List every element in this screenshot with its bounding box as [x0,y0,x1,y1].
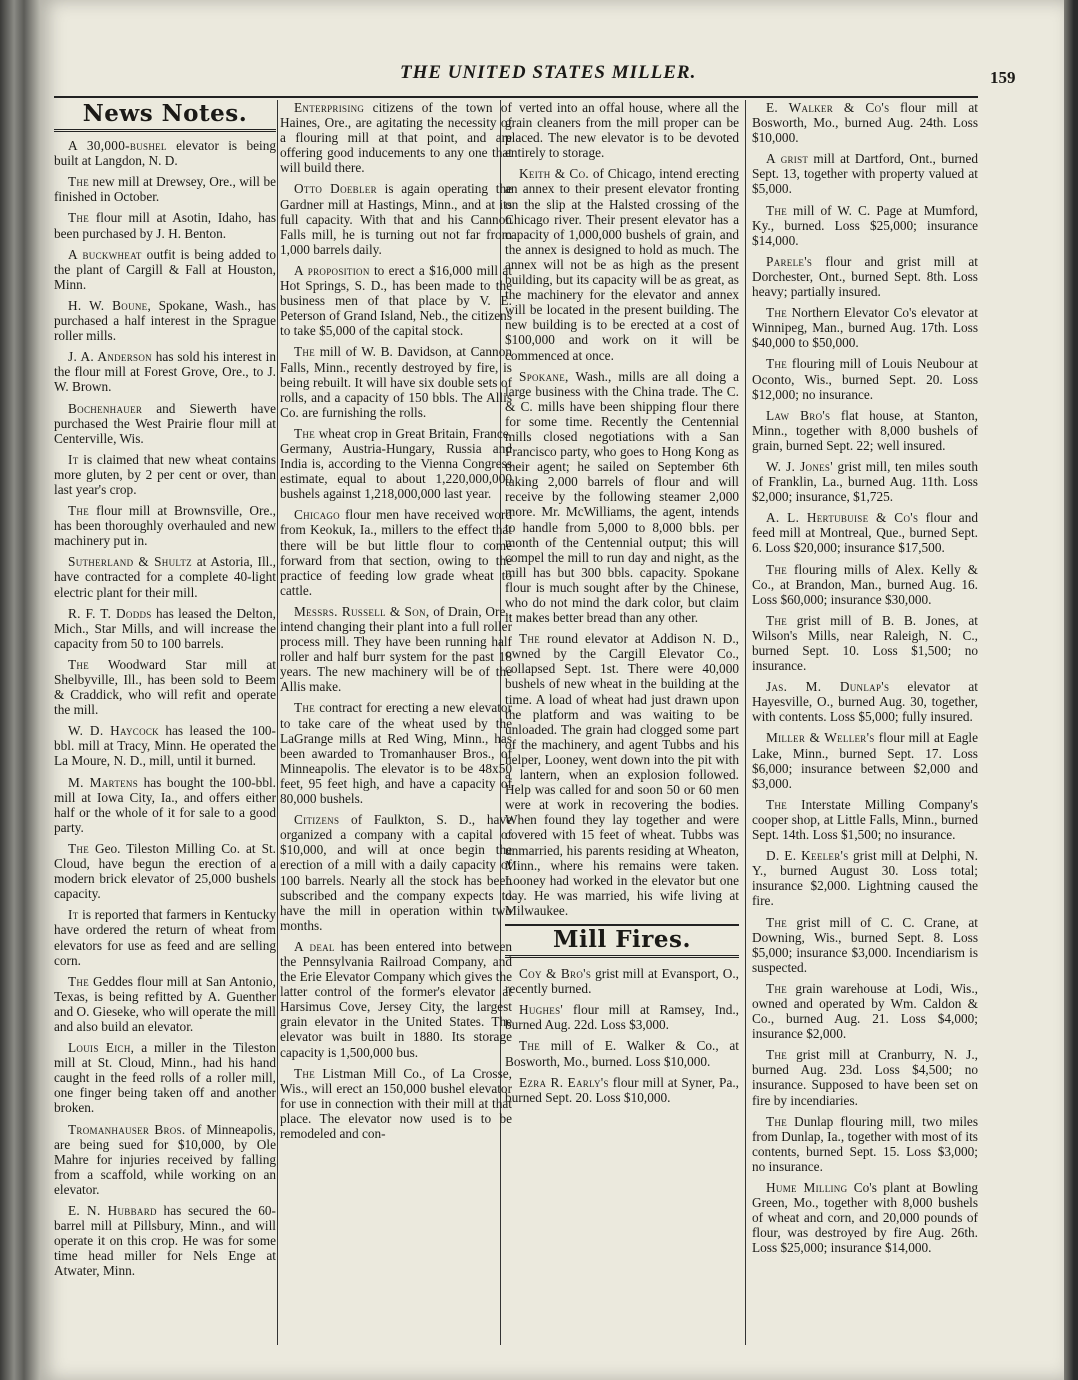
fire-item-lead: The [766,980,788,996]
fire-item [752,679,978,724]
fire-item [505,1002,739,1032]
news-item [54,138,276,168]
news-item-lead: E. N. Hubbard [68,1203,157,1218]
fire-item [752,408,978,453]
news-item [280,939,512,1060]
news-notes-list [54,138,276,1278]
news-item-text: a miller in the Tileston mill at St. Cloud, Minn., had his hand caught in the feed rolls of a roller mill, one finger being taken off and another broken. [54,1040,276,1116]
news-item-lead: R. F. T. Dodds [68,605,152,621]
fire-item-lead: Coy & Bro's [519,966,592,982]
news-item-text: of Faulkton, S. D., have organized a company with a capital of $10,000, and will at once begin the erection of a mill with a daily capacity of 100 barrels. Nearly all the stock has been subscribed and the company expects to have the mill in operation within two months. [280,812,512,933]
fire-item [752,613,978,673]
news-item-lead: A 30,000-bushel [68,138,167,154]
news-item-text: new mill at Drewsey, Ore., will be finished in October. [54,174,276,205]
fire-item [752,356,978,401]
fire-item-lead: D. E. Keeler's [766,848,849,864]
news-item-lead: Bochenhauer [68,400,143,416]
news-item [505,369,739,626]
fire-item-lead: Hume Milling [766,1180,848,1195]
news-item-text: of Chicago, intend erecting an annex to their present elevator fronting on the slip at the Halsted crossing of the Chicago river. Their present elevator has a capacity of 1,000,000 bushels of grain, and the annex is designed to hold as much. The annex will not be as high as the present building, but its capacity will be as great, as the machinery for the elevator and annex will be located in the present building. The new building is to be erected at a cost of $100,000 and work on it will be commenced at once. [505,166,739,363]
fire-item-lead: The [766,202,788,218]
news-item [54,1040,276,1115]
fire-item-lead: Parele's [766,253,813,269]
fire-item-text: flour mill at Bosworth, Mo., burned Aug. 24th. Loss $10,000. [752,100,978,146]
fire-item-text: flat house, at Stanton, Minn., together with 8,000 bushels of grain, burned Sept. 22; well insured. [752,407,978,453]
news-item-text: Wash., mills are all doing a large business with the China trade. The C. & C. mills have been shipping flour there for some time. Recently the Centennial mills closed negotiations with a San Francisco party, who goes to Hong Kong as their agent; he sailed on September 6th taking 2,000 barrels of flour and will receive by the following steamer 2,000 more. Mr. McWilliams, the agent, intends to handle from 5,000 to 8,000 bbls. per month of the Centennial output; this will compel the mill to run day and night, as the mill has but 300 bbls. capacity. Spokane flour is much sought after by the Chinese, who do not mind the dark color, but claim it makes better bread than any other. [505,368,739,626]
column-rule-3 [745,100,746,1345]
news-item-lead: Keith & Co. [519,166,590,182]
news-item [54,1122,276,1197]
column-three-list [505,100,739,918]
fire-item-lead: The [766,305,788,321]
fire-item-lead: The [766,1113,788,1129]
news-item-lead: Sutherland & Shultz [68,554,192,570]
news-item [280,344,512,419]
fire-item-text: Interstate Milling Company's cooper shop, at Little Falls, Minn., burned Sept. 14th. Loss $1,500; no insurance. [752,796,978,843]
news-item-text: of Minneapolis, are being sued for $10,000, by Ole Mahre for injuries received by falling from a scaffold, while working on an elevator. [54,1121,276,1197]
fire-item-text: mill of W. C. Page at Mumford, Ky., burned. Loss $25,000; insurance $14,000. [752,202,978,248]
fire-item-lead: Ezra R. Early's [519,1074,609,1090]
fire-item-lead: The [766,612,788,628]
fire-item-text: Northern Elevator Co's elevator at Winnipeg, Man., burned Aug. 17th. Loss $40,000 to $50,000. [752,305,978,351]
news-item [280,426,512,501]
news-item-text: contract for erecting a new elevator to take care of the wheat used by the LaGrange mills at Red Wing, Minn., has been awarded to Tromanhauser Bros., of Minneapolis. The elevator is to be 48x50 feet, 95 feet high, and have a capacity of 80,000 bushels. [280,700,512,807]
news-item-lead: Enterprising [294,100,365,115]
header-rule [54,96,978,98]
fire-item-text: flour mill at Syner, Pa., burned Sept. 20. Loss $10,000. [505,1074,739,1105]
news-item-lead: Tromanhauser Bros. [68,1121,186,1137]
fire-item [752,915,978,975]
fire-item-text: flour and grist mill at Dorchester, Ont., burned Sept. 8th. Loss heavy; partially insured. [752,253,978,300]
mill-fires-heading: Mill Fires. [553,925,691,953]
news-item-text: is reported that farmers in Kentucky have ordered the return of wheat from elevators for use as feed and are selling corn. [54,907,276,968]
fire-item-lead: Jas. M. Dunlap's [766,679,890,695]
news-item-text: has sold his interest in the flour mill at Forest Grove, Ore., to J. W. Brown. [54,349,276,395]
news-item-text: wheat crop in Great Britain, France, Germany, Austria-Hungary, Russia and India is, according to the Vienna Congress estimate, equal to about 1,220,000,000 bushels against 1,218,000,000 last year. [280,425,512,502]
column-rule-1 [277,100,278,1345]
news-item [54,657,276,717]
news-item-text: verted into an offal house, where all the grain cleaners from the mill proper can be placed. The new elevator is to be devoted entirely to storage. [505,100,739,161]
news-item [280,507,512,598]
fire-item [752,848,978,908]
news-item-lead: J. A. Anderson [68,349,152,365]
fire-item-lead: The [519,1038,541,1054]
fire-item [752,730,978,790]
news-item [54,907,276,967]
news-item-lead: The [294,700,316,716]
page-number: 159 [990,68,1016,87]
fire-item [505,1038,739,1068]
news-item-text: elevator is being built at Langdon, N. D. [54,138,276,169]
fire-item-text: mill of E. Walker & Co., at Bosworth, Mo., burned. Loss $10,000. [505,1038,739,1069]
news-item [280,181,512,256]
fire-item-lead: The [766,914,788,930]
fire-item [752,459,978,504]
fire-item-lead: The [766,356,788,372]
news-item [54,401,276,446]
column-two [280,100,512,1340]
news-item-text: outfit is being added to the plant of Cargill & Fall at Houston, Minn. [54,246,276,292]
news-item-lead: A buckwheat [68,246,142,262]
news-item-lead: The [294,1065,316,1081]
news-item-text: Spokane, Wash., has purchased a half interest in the Sprague roller mills. [54,297,276,344]
fire-item-text: grist mill, ten miles south of Franklin, La., burned Aug. 11th. Loss $2,000; insurance, $1,725. [752,458,978,505]
news-item-text: to erect a $16,000 mill at Hot Springs, S. D., has been made to the business men of that place by V. E. Peterson of Grand Island, Neb., the citizens to take $5,000 of the capital stock. [280,262,512,339]
news-item [54,1203,276,1278]
news-item-text: is again operating the Gardner mill at Hastings, Minn., and at its full capacity. With that and his Cannon Falls mill, he is turning out not far from 1,000 barrels daily. [280,181,512,257]
news-notes-heading: News Notes. [82,100,248,127]
news-item-lead: The [294,344,316,360]
news-item-lead: W. D. Haycock [68,723,159,739]
fire-item-lead: The [766,796,788,812]
fire-item-text: grist mill at Evansport, O., recently burned. [505,966,739,997]
fire-item-lead: W. J. Jones' [766,458,833,474]
fire-item-text: flouring mill of Louis Neubour at Oconto, Wis., burned Sept. 20. Loss $12,000; no insurance. [752,356,978,402]
fire-item-lead: Law Bro's [766,407,831,423]
fire-item-text: elevator at Hayesville, O., burned Aug. 30, together, with contents. Loss $5,000; fully insured. [752,679,978,725]
scan-right-edge [1064,0,1078,1380]
news-item [280,100,512,175]
news-item-text: at Astoria, Ill., have contracted for a complete 40-light electric plant for their mill. [54,554,276,600]
news-item-lead: Chicago [294,507,340,523]
fire-item [752,510,978,555]
fire-item-text: Dunlap flouring mill, two miles from Dunlap, Ia., together with most of its contents, burned Sept. 15. Loss $3,000; no insurance. [752,1113,978,1174]
news-item-lead: M. Martens [68,774,139,790]
mill-fires-list [505,966,739,1105]
fire-item-text: flour mill at Ramsey, Ind., burned Aug. 22d. Loss $3,000. [505,1002,739,1033]
fire-item [752,203,978,248]
news-item-text: Geddes flour mill at San Antonio, Texas, is being refitted by A. Guenther and O. Gieseke, who will operate the mill and also build an elevator. [54,973,276,1034]
news-item [54,349,276,394]
fire-item [505,1075,739,1105]
news-item-text: has leased the Delton, Mich., Star Mills, and will increase the capacity from 50 to 100 barrels. [54,605,276,651]
fire-item-lead: Miller & Weller's [766,730,875,746]
fire-item-lead: A. L. Hertubuise & Co's [766,510,919,526]
news-item-text: mill of W. B. Davidson, at Cannon Falls, Minn., recently destroyed by fire, is being rebuilt. It will have six double sets of rolls, and a capacity of 150 bbls. The Allis Co. are furnishing the rolls. [280,344,512,420]
fire-item [505,966,739,996]
news-item [280,1066,512,1141]
news-item-lead: Louis Eich, [68,1040,135,1056]
news-item-text: has leased the 100-bbl. mill at Tracy, Minn. He operated the La Moure, N. D., mill, until it burned. [54,723,276,769]
news-item [54,174,276,204]
news-item-text: has bought the 100-bbl. mill at Iowa City, Ia., and offers either half or the whole of it for sale to a good party. [54,774,276,835]
fire-item [752,562,978,607]
news-item-lead: Spokane, [519,368,569,384]
fire-item [752,151,978,196]
fire-item-lead: Hughes' [519,1002,564,1018]
news-item-text: round elevator at Addison N. D., owned by the Cargill Elevator Co., collapsed Sept. 1st. There were 40,000 bushels of new wheat in the building at the time. A load of wheat had just drawn upon the platform and was waiting to be unloaded. The grain had clogged some part of the machinery, and agent Tubbs and his helper, Looney, went down into the pit with a lantern, when an explosion followed. Help was called for and soon 50 or 60 men were at work in recovering the bodies. When found they lay together and were covered with 15 feet of wheat. Tubbs was unmarried, his parents residing at Wheaton, Minn., where his remains were taken. Looney had worked in the elevator but one day. He was married, his wife living at Milwaukee. [505,631,739,918]
fire-item-text: mill at Dartford, Ont., burned Sept. 13, together with property valued at $5,000. [752,151,978,197]
news-item-lead: It [68,451,79,467]
news-item [54,247,276,292]
news-item [54,723,276,768]
news-item-lead: It [68,907,79,923]
news-item-lead: The [68,210,90,226]
fire-item [752,1114,978,1174]
news-item [54,210,276,240]
news-item [54,452,276,497]
column-three [505,100,739,1340]
fire-item [752,1047,978,1107]
fire-item [752,100,978,145]
fire-item-text: grist mill at Cranburry, N. J., burned Aug. 23d. Loss $4,500; no insurance. Supposed to have been set on fire by incendiaries. [752,1047,978,1108]
news-item-lead: H. W. Boune, [68,297,152,313]
fire-item-lead: E. Walker & Co's [766,100,890,115]
news-item-text: and Siewerth have purchased the West Prairie flour mill at Centerville, Wis. [54,400,276,446]
fire-item-text: grain warehouse at Lodi, Wis., owned and operated by Wm. Caldon & Co., burned Aug. 21. Loss $4,000; insurance $2,000. [752,980,978,1042]
fire-item-text: grist mill at Delphi, N. Y., burned August 30. Loss total; insurance $2,000. Lightning caused the fire. [752,848,978,909]
news-item-text: of Drain, Ore., intend changing their plant into a full roller process mill. They have been running half roller and half burr system for the past 18 years. The new machinery will be of the Allis make. [280,603,512,695]
fire-item-lead: The [766,561,788,577]
news-notes-rule [54,129,276,132]
news-item-lead: Otto Doebler [294,181,377,197]
news-item-lead: The [294,425,316,441]
news-item [54,298,276,343]
news-item [54,841,276,901]
fire-item [752,305,978,350]
news-item [505,100,739,160]
fire-item [752,1180,978,1255]
news-item-text: Woodward Star mill at Shelbyville, Ill., has been sold to Beem & Craddick, who will refit and operate the mill. [54,656,276,718]
news-item-text: has been entered into between the Pennsylvania Railroad Company, and the Erie Elevator Company which gives the latter control of the former's elevator at Harsimus Cove, Jersey City, the largest grain elevator in the United States. The elevator was built in 1880. Its storage capacity is 1,500,000 bus. [280,938,512,1060]
column-news-notes [54,100,276,1340]
news-item-lead: The [68,503,90,519]
news-item-text: Geo. Tileston Milling Co. at St. Cloud, have begun the erection of a modern brick elevator of 25,000 bushels capacity. [54,840,276,902]
running-title: THE UNITED STATES MILLER. [400,62,697,83]
news-item-lead: Citizens [294,812,340,828]
column-four-list [752,100,978,1255]
news-item-text: has secured the 60-barrel mill at Pillsbury, Minn., and will operate it on this crop. He was for some time head miller for Nels Enge at Atwater, Minn. [54,1203,276,1279]
fire-item-text: flour mill at Eagle Lake, Minn., burned Sept. 17. Loss $6,000; insurance between $2,000 and $3,000. [752,730,978,791]
news-item [54,606,276,651]
news-item-text: flour mill at Brownsville, Ore., has been thoroughly overhauled and new machinery put in. [54,503,276,549]
fire-item-text: Co's plant at Bowling Green, Mo., together with 8,000 bushels of wheat and corn, and 20,000 pounds of flour, was destroyed by fire Aug. 26th. Loss $25,000; insurance $14,000. [752,1180,978,1256]
news-item-text: citizens of the town of Haines, Ore., are agitating the necessity of a flouring mill at that point, and are offering good inducements to any one that will build there. [280,100,512,176]
fire-item-text: flour and feed mill at Montreal, Que., burned Sept. 6. Loss $20,000; insurance $17,500. [752,510,978,556]
column-two-list [280,100,512,1141]
news-item-lead: A proposition [294,262,370,278]
news-item-text: flour men have received word from Keokuk, Ia., millers to the effect that there will be but little flour to come forward from that section, owing to the practice of feeding low grade wheat to cattle. [280,507,512,598]
news-item [280,812,512,933]
news-item [54,503,276,548]
news-item [54,974,276,1034]
news-item [505,631,739,918]
fire-item [752,797,978,842]
news-item-text: is claimed that new wheat contains more gluten, by 2 per cent or over, than last year's crop. [54,451,276,497]
news-item-lead: A deal [294,938,335,954]
news-item [54,775,276,835]
scan-left-edge [0,0,40,1380]
news-item-lead: The [68,656,90,672]
fire-item [752,981,978,1041]
fire-item-text: flouring mills of Alex. Kelly & Co., at Brandon, Man., burned Aug. 16. Loss $60,000; insurance $30,000. [752,561,978,607]
news-item [280,263,512,338]
news-item-lead: The [519,631,541,647]
fire-item [752,254,978,299]
news-item-lead: The [68,174,90,190]
news-item-text: flour mill at Asotin, Idaho, has been purchased by J. H. Benton. [54,210,276,241]
news-item [280,700,512,806]
fire-item-lead: The [766,1047,788,1063]
news-item [505,166,739,362]
column-four [752,100,978,1340]
news-item [54,554,276,599]
mill-fires-box [505,924,739,958]
fire-item-lead: A grist [766,151,809,167]
news-item-lead: The [68,973,90,989]
news-item-lead: The [68,840,90,856]
news-item [280,604,512,695]
fire-item-text: grist mill of C. C. Crane, at Downing, Wis., burned Sept. 8. Loss $5,000; insurance $3,000. Incendiarism is suspected. [752,914,978,975]
news-item-text: Listman Mill Co., of La Crosse, Wis., will erect an 150,000 bushel elevator for use in connection with their mill at that place. The elevator now used is to be remodeled and con- [280,1065,512,1141]
news-item-lead: Messrs. Russell & Son, [294,603,430,619]
fire-item-text: grist mill of B. B. Jones, at Wilson's Mills, near Raleigh, N. C., burned Sept. 10. Loss $1,500; no insurance. [752,612,978,674]
